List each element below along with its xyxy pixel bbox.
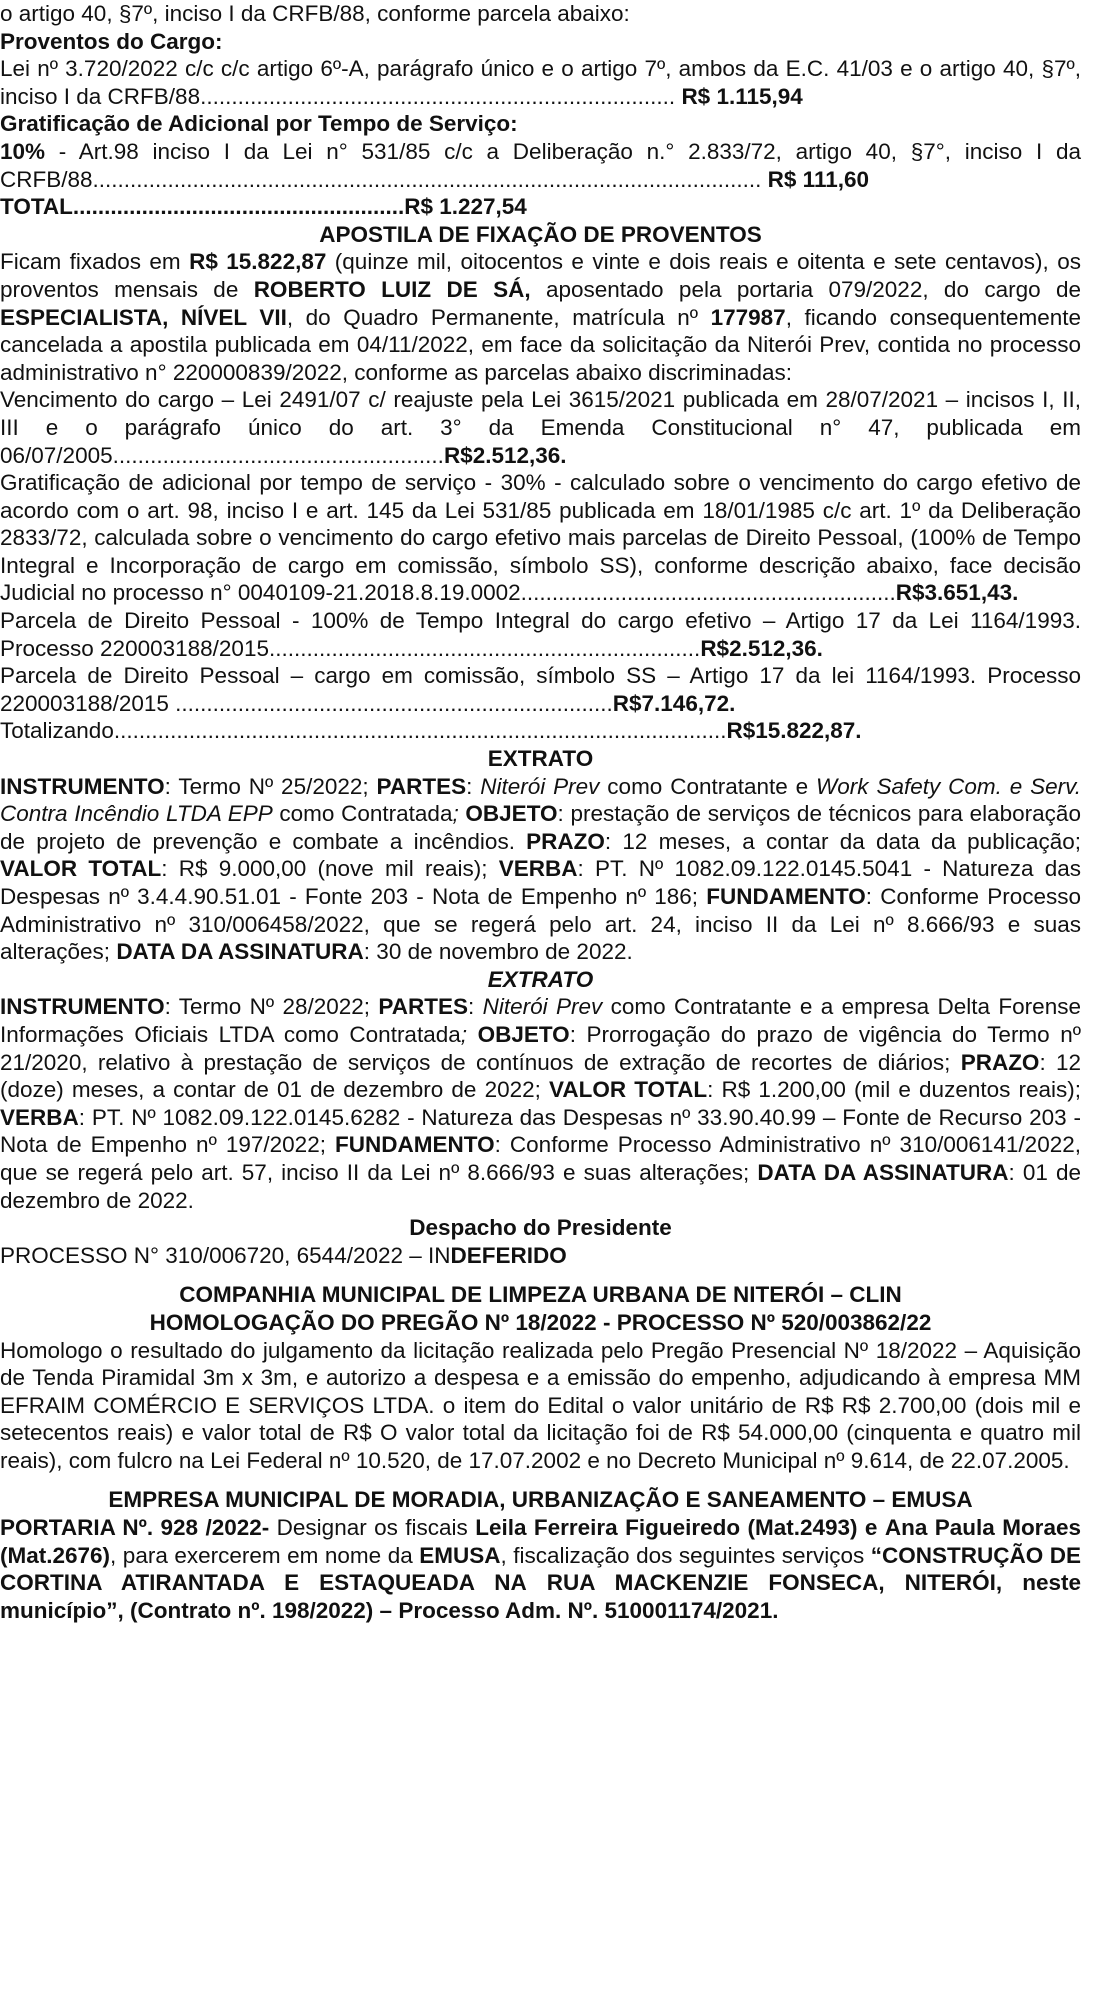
text-run: na Lei Federal nº 10.520, de 17.07.2002 e no Decreto Municipal nº 9.614, de 22.07.2005.	[178, 1447, 1070, 1473]
paragraph	[0, 607, 1081, 662]
text-run: Parcela de Direito Pessoal – cargo em comissão, símbolo SS – Artigo 17 da lei	[0, 663, 855, 689]
text-run: Designar os fiscais	[269, 1515, 476, 1541]
italic-text: ;	[460, 1021, 468, 1047]
section-gap	[0, 1474, 1081, 1486]
paragraph-line	[0, 470, 908, 495]
paragraph	[0, 138, 1081, 193]
section-title: COMPANHIA MUNICIPAL DE LIMPEZA URBANA DE NITERÓI – CLIN	[179, 1282, 902, 1308]
text-run: empresa Delta Forense Informações Oficiais LTDA como Contratada	[0, 994, 1081, 1047]
section-title: EXTRATO	[487, 966, 594, 992]
paragraph-line	[0, 718, 862, 743]
paragraph	[0, 1242, 1081, 1270]
section-heading: Proventos do Cargo:	[0, 28, 223, 54]
text-run: : 01 de dezembro de 2022.	[0, 1159, 1082, 1213]
text-run: 47, publicada em 06/07/2005.....................................................	[0, 414, 1081, 468]
text-run: o artigo 40, §7º, inciso I da CRFB/88............................................................................	[0, 56, 1081, 109]
text-line: o artigo 40, §7º, inciso I da CRFB/88, conforme parcela abaixo:	[0, 1, 630, 26]
text-run: Prorrogação do prazo de vigência do Termo nº 21/2020, relativo à prestação de serviços	[0, 1021, 1081, 1075]
paragraph-line	[179, 1448, 1070, 1473]
italic-text: Work	[816, 773, 869, 799]
paragraph	[0, 55, 1081, 110]
bold-text: FUNDAMENTO	[706, 884, 866, 909]
text-run: 079/2022, do cargo de	[828, 276, 1081, 302]
paragraph-line	[0, 663, 854, 688]
text-run: : 12 meses, a contar da data da publicação;	[604, 828, 1081, 854]
text-run: face da solicitação da Niterói Prev, contida no processo administrativo n°	[0, 332, 1081, 385]
text-run: Ficam fixados em	[0, 249, 190, 275]
bold-text: PRAZO	[526, 828, 605, 854]
paragraph	[0, 1337, 1081, 1475]
text-run: :	[468, 994, 483, 1020]
bold-text: R$ 15.822,87	[189, 249, 327, 275]
bold-text: PARTES	[378, 994, 469, 1020]
text-run: :	[466, 773, 481, 799]
text-run: , ficando consequentemente cancelada a apostila publicada em 04/11/2022, em	[0, 304, 1081, 358]
paragraph-line	[0, 56, 913, 81]
bold-text: R$7.146,72.	[612, 690, 736, 716]
text-run: 3.4.4.90.51.01 - Fonte 203 - Nota de Empenho nº 186;	[137, 884, 707, 909]
bold-text: FUNDAMENTO	[335, 1132, 495, 1158]
bold-text: DATA DA ASSINATURA	[757, 1159, 1009, 1185]
text-run: seguintes serviços	[678, 1542, 871, 1568]
paragraph-line	[0, 994, 833, 1019]
text-run: : 30 de novembro de 2022.	[363, 939, 633, 965]
paragraph	[0, 717, 1081, 745]
text-run: do Edital o valor unitário de R$ R$ 2.700,00 (dois mil e setecentos reais) e valor total de	[0, 1392, 1081, 1446]
italic-text: Niterói Prev	[480, 773, 600, 799]
text-run: : R$ 1.200,00 (mil e duzentos reais);	[707, 1077, 1081, 1103]
bold-text: INSTRUMENTO	[0, 773, 165, 799]
text-run: : PT.	[78, 1104, 125, 1130]
text-run: 220000839/2022, conforme as parcelas abaixo discriminadas:	[172, 359, 792, 385]
paragraph	[0, 1514, 1081, 1624]
text-run: 28/07/2021 – incisos I, II, III e o parágrafo único do art. 3° da Emenda Constitucional n°	[0, 387, 1081, 440]
text-run: 203 - Nota de Empenho nº 197/2022;	[0, 1104, 1081, 1158]
text-run: R$ O valor total da licitação foi de R$ 54.000,00 (cinquenta e quatro mil reais), com fulcro	[0, 1420, 1081, 1473]
text-run: aposentado pela portaria	[530, 276, 814, 302]
bold-text: Processo Adm. Nº. 510001174/2021.	[398, 1597, 779, 1623]
text-run: efetivo mais parcelas de Direito Pessoal, (100% de Tempo Integral e Incorporação de	[0, 525, 1082, 578]
bold-text: ESPECIALISTA, NÍVEL VII	[0, 304, 287, 330]
section-title: APOSTILA DE FIXAÇÃO DE PROVENTOS	[319, 221, 762, 247]
bold-text: INSTRUMENTO	[0, 994, 165, 1020]
text-run: alterações;	[639, 1159, 758, 1185]
text-run: : Conforme Processo Administrativo	[494, 1132, 861, 1158]
paragraph-line	[0, 1338, 868, 1363]
bold-text: VERBA	[498, 856, 578, 882]
text-run: (quinze mil, oitocentos e vinte e dois reais e oitenta e sete	[326, 249, 937, 275]
bold-text: R$ 111,60	[767, 166, 870, 192]
paragraph-line	[113, 580, 1019, 605]
paragraph	[0, 248, 1081, 386]
section-heading: Gratificação de Adicional por Tempo de Serviço:	[0, 111, 518, 137]
section-title: EMPRESA MUNICIPAL DE MORADIA, URBANIZAÇÃO E SANEAMENTO – EMUSA	[108, 1487, 973, 1513]
paragraph-line	[137, 884, 979, 909]
text-run: processo n° 0040109-21.2018.8.19.0002............................................................	[112, 580, 896, 606]
italic-text: ;	[452, 801, 459, 827]
bold-text: 177987	[710, 304, 786, 330]
text-run: Homologo o resultado do julgamento da licitação realizada pelo Pregão Presencial Nº	[0, 1337, 869, 1363]
text-run: :	[569, 1021, 576, 1047]
paragraph	[0, 386, 1081, 469]
paragraph-line	[398, 1598, 778, 1623]
text-run: centavos), os proventos mensais de	[0, 249, 1081, 302]
bold-text: R$2.512,36.	[443, 442, 567, 468]
section-gap	[0, 1269, 1081, 1281]
bold-text: Leila Ferreira Figueiredo (Mat.2493) e	[475, 1515, 878, 1541]
bold-text: ROBERTO LUIZ DE SÁ,	[253, 276, 531, 302]
text-run: 8.666/93 e suas alterações;	[0, 911, 1081, 965]
bold-text: RUA MACKENZIE FONSECA, NITERÓI, neste município”, (Contrato nº. 198/2022) –	[0, 1570, 1081, 1623]
bold-text: VERBA	[0, 1104, 79, 1130]
paragraph	[0, 469, 1081, 607]
text-run: mil reais);	[385, 856, 499, 882]
text-run: cargo em comissão, símbolo SS), conforme descrição abaixo, face decisão Judicial no	[0, 552, 1081, 606]
text-run: como Contratante e a	[602, 994, 834, 1020]
bold-text: PORTARIA Nº. 928 /2022-	[0, 1515, 270, 1541]
text-run	[467, 1022, 478, 1047]
text-run: PROCESSO N° 310/006720, 6544/2022 – IN	[0, 1242, 451, 1268]
text-run: de contínuos de extração de recortes de diários;	[440, 1049, 961, 1075]
bold-text: Ana Paula Moraes (Mat.2676)	[0, 1515, 1081, 1568]
text-run: de dezembro de 2022;	[310, 1077, 549, 1103]
text-run: 1164/1993. Processo 220003188/2015.....................................................................	[0, 608, 1081, 661]
text-run: Processo Administrativo nº 310/006458/2022, que se regerá pelo art. 24, inciso II da Lei nº	[0, 884, 1081, 937]
text-run: de serviços de técnicos para elaboração de projeto de prevenção e combate a incêndios.	[0, 801, 1081, 854]
paragraph	[0, 993, 1081, 1214]
text-run: , do Quadro Permanente, matrícula nº	[286, 304, 699, 330]
paragraph-line	[0, 249, 937, 274]
bold-text: PRAZO	[960, 1049, 1040, 1075]
text-run: 18/2022 – Aquisição de Tenda Piramidal 3m x 3m, e autorizo a despesa e a emissão do	[0, 1337, 1081, 1391]
bold-text: PARTES	[376, 773, 467, 799]
bold-text: R$15.822,87.	[726, 718, 862, 744]
text-run: : Termo Nº 25/2022;	[164, 773, 377, 799]
italic-text: Niterói Prev	[482, 994, 603, 1020]
paragraph-line	[0, 139, 1022, 164]
bold-text: EMUSA	[419, 1542, 501, 1568]
paragraph-line	[0, 608, 959, 633]
bold-text: R$2.512,36.	[700, 635, 823, 661]
paragraph-line	[0, 774, 869, 799]
text-run: cargo efetivo de acordo com o art. 98, inciso I e art. 145 da Lei 531/85 publicada em	[0, 470, 1081, 523]
bold-text: R$ 1.115,94	[681, 83, 803, 109]
section-title: EXTRATO	[487, 746, 594, 772]
paragraph-line	[0, 1243, 567, 1268]
paragraph-line	[0, 387, 818, 412]
text-run: 18/01/1985 c/c art. 1º da Deliberação 2833/72, calculada sobre o vencimento do cargo	[0, 497, 1081, 551]
bold-text: R$3.651,43.	[895, 580, 1019, 606]
text-run: Totalizando..................................................................................................	[0, 718, 727, 744]
text-run: Lei nº 3.720/2022 c/c c/c artigo 6º-A, parágrafo único e o artigo 7º, ambos da E.C. 41/03 e	[0, 56, 913, 82]
section-heading: TOTAL.....................................................R$ 1.227,54	[0, 194, 527, 220]
paragraph	[0, 662, 1081, 717]
text-run: , fiscalização dos	[500, 1542, 673, 1568]
text-run: nº 310/006141/2022, que se regerá pelo art. 57, inciso II da Lei nº 8.666/93 e suas	[0, 1132, 1081, 1185]
text-run: Nº 1082.09.122.0145.6282 - Natureza das Despesas nº 33.90.40.99 – Fonte de Recurso	[131, 1104, 1023, 1130]
text-run: Parcela de Direito Pessoal - 100% de Tempo Integral do cargo efetivo – Artigo 17 da Lei	[0, 608, 959, 634]
bold-text: DATA DA ASSINATURA	[116, 939, 364, 965]
paragraph-line	[173, 360, 792, 385]
text-run: : 12 (doze) meses, a contar de 01	[0, 1049, 1081, 1103]
text-run: 1164/1993. Processo 220003188/2015 ......................................................................	[0, 663, 1081, 716]
text-run: , para exercerem em nome da	[110, 1542, 420, 1568]
text-run: : prestação	[557, 801, 670, 827]
text-run: Vencimento do cargo – Lei 2491/07 c/ reajuste pela Lei 3615/2021 publicada em	[0, 387, 818, 413]
paragraph	[0, 773, 1081, 966]
paragraph-line	[131, 1105, 1022, 1130]
bold-text: “CONSTRUÇÃO DE CORTINA ATIRANTADA E ESTAQUEADA NA	[0, 1542, 1081, 1596]
text-run: como Contratada	[272, 801, 453, 827]
text-run: : R$ 9.000,00 (nove	[161, 856, 374, 882]
text-run: - Art.98 inciso I da Lei n° 531/85 c/c a Deliberação n.° 2.833/72, artigo 40, §7°, inciso	[45, 138, 1023, 164]
text-run: : Termo Nº 28/2022;	[164, 994, 379, 1020]
bold-text: VALOR TOTAL	[0, 856, 162, 882]
italic-text: Safety Com. e Serv. Contra Incêndio LTDA EPP	[0, 773, 1081, 827]
paragraph-line	[0, 1515, 877, 1540]
text-run: Gratificação de adicional por tempo de serviço - 30% - calculado sobre o vencimento do	[0, 470, 908, 496]
bold-text: OBJETO	[477, 1021, 570, 1047]
section-title: HOMOLOGAÇÃO DO PREGÃO Nº 18/2022 - PROCESSO Nº 520/003862/22	[149, 1309, 932, 1335]
bold-text: DEFERIDO	[450, 1242, 567, 1268]
text-run: I da CRFB/88...........................................................................................................	[0, 138, 1081, 192]
bold-text: VALOR TOTAL	[549, 1077, 708, 1103]
text-run: : PT. Nº 1082.09.122.0145.5041 - Natureza das Despesas nº	[0, 856, 1081, 909]
text-run: como Contratante e	[599, 773, 817, 799]
section-title: Despacho do Presidente	[409, 1215, 672, 1241]
bold-text: OBJETO	[465, 801, 558, 827]
text-run: empenho, adjudicando à empresa MM EFRAIM COMÉRCIO E SERVIÇOS LTDA. o item	[0, 1365, 1081, 1418]
bold-text: 10%	[0, 138, 46, 164]
text-run: : Conforme	[865, 884, 980, 909]
